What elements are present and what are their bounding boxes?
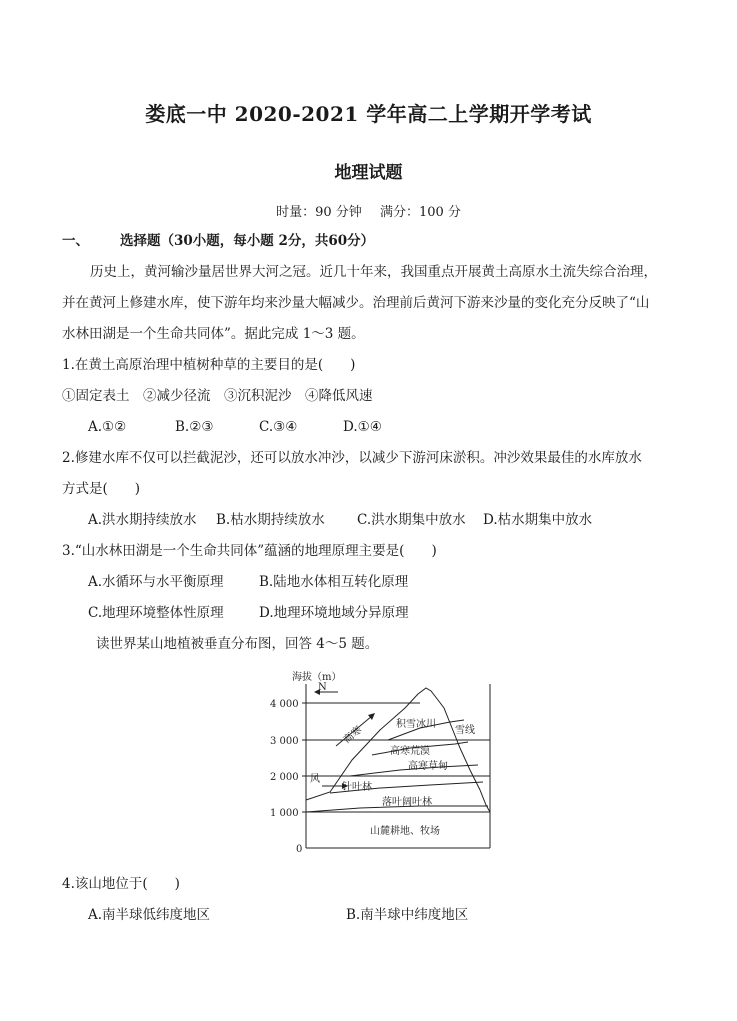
question-3-option-b[interactable]: B.陆地水体相互转化原理 [259,574,409,590]
question-3-option-d[interactable]: D.地理环境地域分异原理 [259,605,409,621]
question-1-option-b[interactable]: B.②③ [175,419,214,435]
passage2-text: 读世界某山地植被垂直分布图，回答 4～5 题。 [96,636,379,652]
zone-label-conifer: 针叶林 [342,782,372,793]
zone-label-desert: 高寒荒漠 [390,746,430,757]
zone-label-meadow: 高寒草甸 [408,761,448,772]
question-4-option-b[interactable]: B.南半球中纬度地区 [346,907,469,923]
wind-label: 风 [310,774,320,785]
question-2-stem-line-2: 方式是( ) [62,481,141,497]
passage1-line-1: 历史上，黄河输沙量居世界大河之冠。近几十年来，我国重点开展黄土高原水土流失综合治理， [90,264,657,280]
question-2-stem-line-1: 2.修建水库不仅可以拦截泥沙，还可以放水冲沙，以减少下游河床淤积。冲沙效果最佳的水库放水 [62,450,642,466]
ytick-label-2000: 2 000 [270,772,299,783]
question-1-option-d[interactable]: D.①④ [343,419,382,435]
question-4-option-a[interactable]: A.南半球低纬度地区 [88,907,211,923]
question-2-option-d[interactable]: D.枯水期集中放水 [483,512,593,528]
question-1-items: ①固定表土 ②减少径流 ③沉积泥沙 ④降低风速 [62,388,373,404]
section-heading: 选择题（30小题，每小题 2分，共60分） [120,233,375,249]
question-3-stem: 3.“山水林田湖是一个生命共同体”蕴涵的地理原理主要是( ) [62,543,437,559]
question-1-option-c[interactable]: C.③④ [259,419,298,435]
ytick-label-3000: 3 000 [270,736,299,747]
zone-label-broadleaf: 落叶阔叶林 [382,797,432,808]
question-2-option-b[interactable]: B.枯水期持续放水 [216,512,325,528]
mountain-outline [306,688,490,848]
subject-title: 地理试题 [334,163,403,183]
zone-label-snow: 积雪冰川 [396,719,436,730]
passage1-line-2: 并在黄河上修建水库，使下游年均来沙量大幅减少。治理前后黄河下游来沙量的变化充分反映了“山 [62,295,650,311]
ytick-label-4000: 4 000 [270,699,299,710]
zone-label-base: 山麓耕地、牧场 [370,826,440,837]
zone-label-snowline: 雪线 [455,725,475,736]
section-number: 一、 [62,233,89,249]
figure-ylabel: 海拔（m） [292,672,342,683]
question-3-option-c[interactable]: C.地理环境整体性原理 [88,605,224,621]
exam-time: 时量：90 分钟 [276,205,362,220]
north-label: N [318,682,327,693]
question-1-stem: 1.在黄土高原治理中植树种草的主要目的是( ) [62,357,356,373]
passage1-line-3: 水林田湖是一个生命共同体”。据此完成 1～3 题。 [62,326,365,342]
ytick-label-1000: 1 000 [270,808,299,819]
exam-score: 满分：100 分 [379,205,461,220]
ytick-label-0: 0 [296,844,303,855]
question-4-stem: 4.该山地位于( ) [62,876,180,892]
slope-label: 高寒 [341,724,365,746]
question-1-option-a[interactable]: A.①② [88,419,127,435]
question-3-option-a[interactable]: A.水循环与水平衡原理 [88,574,224,590]
exam-title: 娄底一中 2020-2021 学年高二上学期开学考试 [145,102,592,126]
question-2-option-c[interactable]: C.洪水期集中放水 [357,512,466,528]
question-2-option-a[interactable]: A.洪水期持续放水 [88,512,197,528]
